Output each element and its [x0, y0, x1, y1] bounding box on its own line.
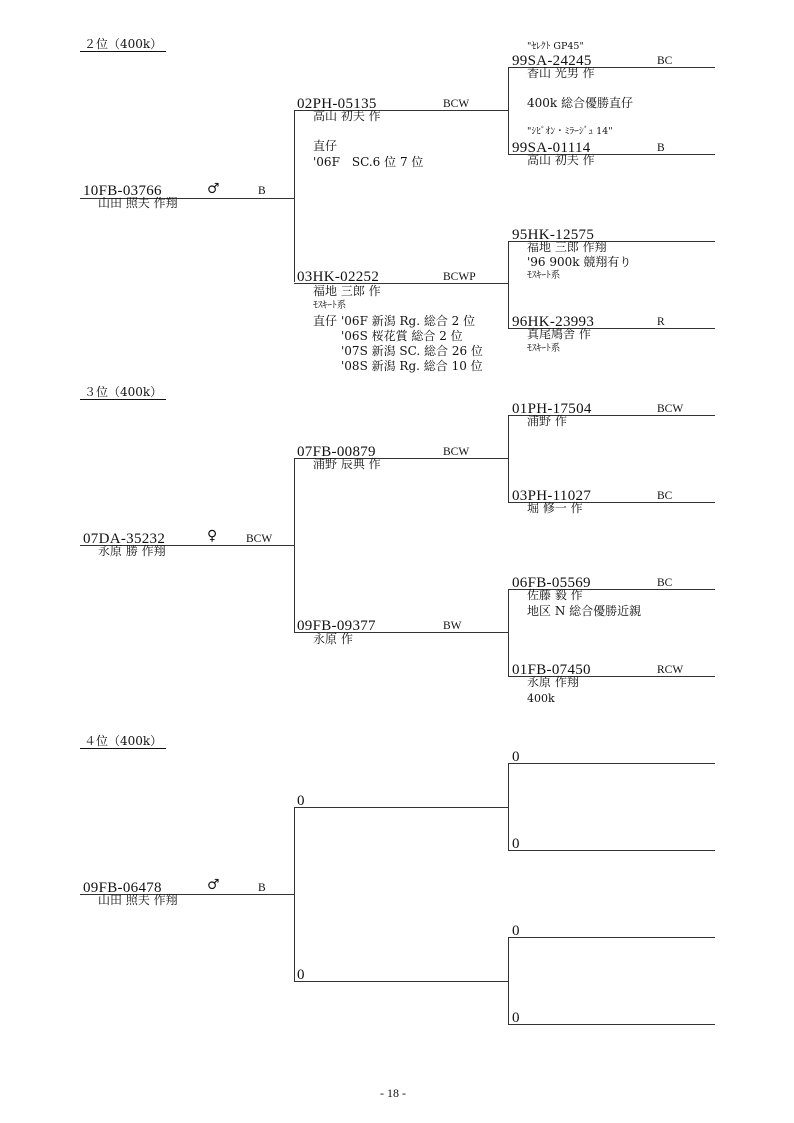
subject-owner: 山田 照夫 作翔: [98, 196, 178, 210]
sex-symbol: ♀: [207, 528, 218, 544]
sd-line: [508, 850, 715, 851]
rank-heading-3: ４位（400k）: [80, 735, 166, 749]
dam-note: ﾓｽｷｰﾄ系: [313, 300, 347, 311]
dd-note: 400k: [527, 692, 555, 705]
sd-color: B: [657, 142, 665, 154]
ds-color: BC: [657, 577, 673, 589]
dd-note: ﾓｽｷｰﾄ系: [527, 343, 561, 354]
ss-ring: 01PH-17504: [512, 401, 592, 417]
sire-ring: 02PH-05135: [297, 96, 377, 112]
ds-owner: 福地 三郎 作翔: [527, 240, 607, 254]
dd-owner: 真尾鳩舎 作: [527, 327, 591, 341]
subject-color: B: [258, 185, 266, 197]
rank-heading-2: ３位（400k）: [80, 386, 166, 400]
rank-heading-1: ２位（400k）: [80, 38, 166, 52]
ss-ring: 0: [512, 749, 520, 765]
sire-line: [294, 807, 509, 808]
sire-owner: 浦野 辰典 作: [313, 457, 381, 471]
subject-owner: 永原 勝 作翔: [98, 544, 166, 558]
sd-ring: 99SA-01114: [512, 140, 591, 156]
sire-note: '06F SC.6 位 7 位: [313, 155, 424, 169]
bracket-vertical: [508, 937, 509, 1025]
sd-owner: 堀 修一 作: [527, 501, 583, 515]
ss-ring: 99SA-24245: [512, 53, 592, 69]
bracket-vertical: [508, 241, 509, 328]
ss-owner: 香山 光男 作: [527, 66, 595, 80]
ds-ring: 95HK-12575: [512, 227, 595, 243]
ss-header-note: "ｾﾚｸﾄ GP45": [527, 41, 584, 52]
dd-owner: 永原 作翔: [527, 675, 579, 689]
dam-ring: 09FB-09377: [297, 618, 376, 634]
subject-color: B: [258, 882, 266, 894]
dam-owner: 永原 作: [313, 632, 353, 646]
subject-ring: 09FB-06478: [83, 880, 162, 896]
sd-ring: 0: [512, 836, 520, 852]
dam-note: '07S 新潟 SC. 総合 26 位: [341, 344, 483, 358]
sire-ring: 0: [297, 793, 305, 809]
ss-color: BCW: [657, 403, 684, 415]
ds-ring: 06FB-05569: [512, 575, 591, 591]
dam-note: '08S 新潟 Rg. 総合 10 位: [341, 359, 483, 373]
dam-note: 直仔: [313, 314, 338, 328]
ss-note: 400k 総合優勝直仔: [527, 96, 633, 110]
ss-line: [508, 763, 715, 764]
dd-color: R: [657, 316, 665, 328]
dam-note: '06S 桜花賞 総合 2 位: [341, 329, 463, 343]
dd-color: RCW: [657, 664, 684, 676]
sex-symbol: ♂: [207, 181, 220, 197]
dam-line: [294, 981, 509, 982]
sex-symbol: ♂: [207, 877, 220, 893]
sd-owner: 高山 初夫 作: [527, 153, 595, 167]
subject-owner: 山田 照夫 作翔: [98, 893, 178, 907]
sire-color: BCW: [443, 98, 470, 110]
bracket-vertical: [508, 589, 509, 677]
bracket-vertical: [294, 458, 295, 632]
sd-color: BC: [657, 490, 673, 502]
ds-note: '96 900k 競翔有り: [527, 255, 632, 269]
subject-ring: 07DA-35232: [83, 531, 166, 547]
bracket-vertical: [508, 415, 509, 502]
bracket-vertical: [508, 763, 509, 851]
ss-note: "ｼﾋﾟｵﾝ・ﾐﾗｰｼﾞｭ 14": [527, 126, 613, 137]
sd-ring: 03PH-11027: [512, 488, 592, 504]
bracket-vertical: [294, 807, 295, 982]
ss-owner: 浦野 作: [527, 414, 567, 428]
ds-note: ﾓｽｷｰﾄ系: [527, 270, 561, 281]
dd-ring: 01FB-07450: [512, 662, 591, 678]
dam-color: BCWP: [443, 271, 476, 283]
sire-note: 直仔: [313, 139, 338, 153]
dam-owner: 福地 三郎 作: [313, 284, 381, 298]
subject-color: BCW: [246, 533, 273, 545]
ss-color: BC: [657, 55, 673, 67]
sire-color: BCW: [443, 446, 470, 458]
ds-ring: 0: [512, 923, 520, 939]
dam-note: '06F 新潟 Rg. 総合 2 位: [341, 314, 476, 328]
subject-ring: 10FB-03766: [83, 183, 162, 199]
dam-ring: 03HK-02252: [297, 269, 380, 285]
page-number: - 18 -: [380, 1086, 406, 1100]
sire-owner: 高山 初夫 作: [313, 109, 381, 123]
bracket-vertical: [294, 110, 295, 282]
dd-ring: 96HK-23993: [512, 314, 595, 330]
ds-owner: 佐藤 毅 作: [527, 588, 583, 602]
dam-ring: 0: [297, 967, 305, 983]
bracket-vertical: [508, 67, 509, 154]
sire-ring: 07FB-00879: [297, 444, 376, 460]
ds-line: [508, 937, 715, 938]
dam-color: BW: [443, 620, 462, 632]
dd-ring: 0: [512, 1010, 520, 1026]
ds-note: 地区 N 総合優勝近親: [527, 604, 642, 618]
dd-line: [508, 1024, 715, 1025]
